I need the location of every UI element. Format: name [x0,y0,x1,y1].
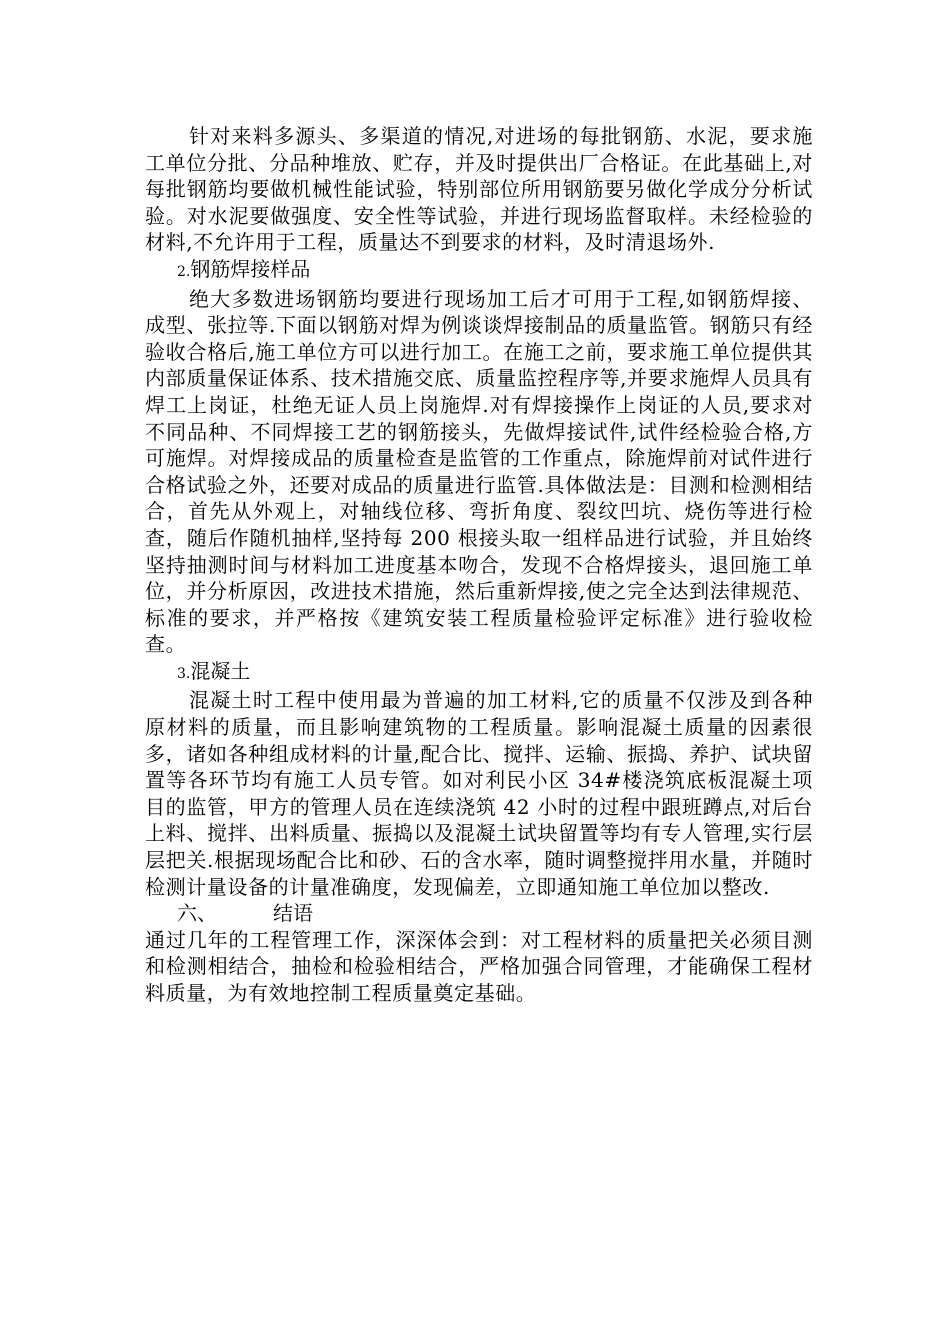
paragraph-conclusion: 通过几年的工程管理工作，深深体会到：对工程材料的质量把关必须目测和检测相结合，抽检和检验相结合，严格加强合同管理，才能确保工程材料质量，为有效地控制工程质量奠定基础。 [145,927,813,1005]
paragraph-material-inspection: 针对来料多源头、多渠道的情况,对进场的每批钢筋、水泥，要求施工单位分批、分品种堆放、贮存，并及时提供出厂合格证。在此基础上,对每批钢筋均要做机械性能试验，特别部位所用钢筋要另做化学成分分析试验。对水泥要做强度、安全性等试验，并进行现场监督取样。未经检验的材料,不允许用于工程，质量达不到要求的材料，及时清退场外. [145,124,813,255]
section-title: 结语 [273,901,313,926]
heading-rebar-welding [145,256,813,286]
document-page [145,123,813,1007]
section-number: 六、 [177,901,217,926]
heading-conclusion [145,900,813,927]
heading-number: 3. [177,665,191,682]
heading-text: 钢筋焊接样品 [190,256,311,281]
heading-number: 2. [177,263,191,280]
paragraph-concrete: 混凝土时工程中使用最为普遍的加工材料,它的质量不仅涉及到各种原材料的质量，而且影响建筑物的工程质量。影响混凝土质量的因素很多，诸如各种组成材料的计量,配合比、搅拌、运输、振捣、养护、试块留置等各环节均有施工人员专管。如对利民小区 34#楼浇筑底板混凝土项目的监管，甲方的管理人员在连续浇筑 42 小时的过程中跟班蹲点,对后台上料、搅拌、出料质量、振捣以及混凝土试块留置等均有专人管理,实行层层把关.根据现场配合比和砂、石的含水率，随时调整搅拌用水量，并随时检测计量设备的计量准确度，发现偏差，立即通知施工单位加以整改. [145,688,813,899]
paragraph-rebar-welding: 绝大多数进场钢筋均要进行现场加工后才可用于工程,如钢筋焊接、成型、张拉等.下面以钢筋对焊为例谈谈焊接制品的质量监管。钢筋只有经验收合格后,施工单位方可以进行加工。在施工之前，要求施工单位提供其内部质量保证体系、技术措施交底、质量监控程序等,并要求施焊人员具有焊工上岗证，杜绝无证人员上岗施焊.对有焊接操作上岗证的人员,要求对不同品种、不同焊接工艺的钢筋接头，先做焊接试件,试件经检验合格,方可施焊。对焊接成品的质量检查是监管的工作重点，除施焊前对试件进行合格试验之外，还要对成品的质量进行监管.具体做法是：目测和检测相结合，首先从外观上，对轴线位移、弯折角度、裂纹凹坑、烧伤等进行检查，随后作随机抽样,坚持每 200 根接头取一组样品进行试验，并且始终坚持抽测时间与材料加工进度基本吻合，发现不合格焊接头，退回施工单位，并分析原因，改进技术措施，然后重新焊接,使之完全达到法律规范、标准的要求，并严格按《建筑安装工程质量检验评定标准》进行验收检查。 [145,286,813,657]
heading-concrete [145,658,813,688]
heading-text: 混凝土 [190,658,251,683]
